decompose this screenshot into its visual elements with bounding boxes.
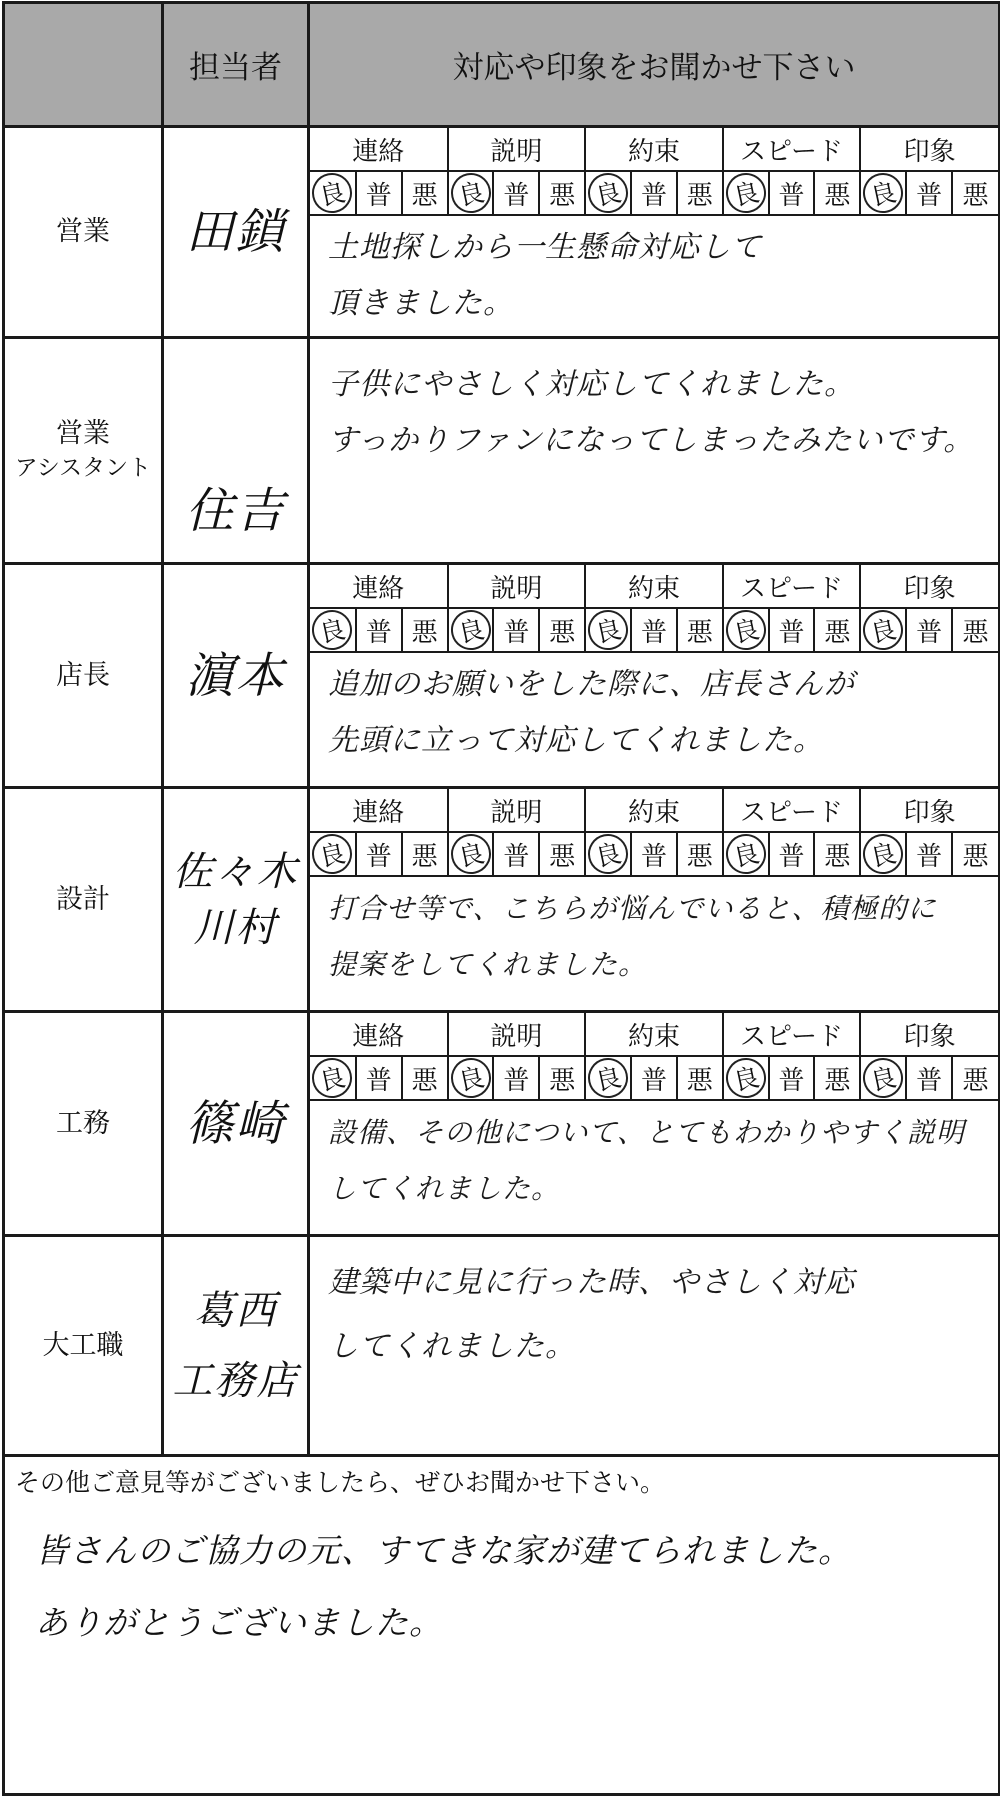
role-label: 大工職 [4, 1236, 163, 1456]
handwritten-comment: 子供にやさしく対応してくれました。 すっかりファンになってしまったみたいです。 [328, 367, 975, 458]
option-good-selected[interactable]: 良 [585, 171, 631, 215]
option-bad[interactable]: 悪 [677, 1056, 723, 1100]
row-carpenter [4, 1236, 1000, 1456]
option-average[interactable]: 普 [769, 832, 815, 876]
staff-name: 佐々木 川村 [163, 788, 309, 1012]
option-average[interactable]: 普 [631, 608, 677, 652]
option-average[interactable]: 普 [769, 171, 815, 215]
option-good-selected[interactable]: 良 [310, 171, 356, 215]
staff-name: 濵本 [163, 564, 309, 788]
option-good-selected[interactable]: 良 [723, 1056, 769, 1100]
handwritten-comment: 建築中に見に行った時、やさしく対応 してくれました。 [328, 1265, 855, 1364]
option-average[interactable]: 普 [356, 171, 402, 215]
row-sales-assistant [4, 338, 1000, 564]
role-label: 店長 [4, 564, 163, 788]
option-average[interactable]: 普 [906, 1056, 952, 1100]
row-construction [4, 1012, 1000, 1236]
option-good-selected[interactable]: 良 [860, 608, 906, 652]
header-row [4, 3, 1000, 127]
option-good-selected[interactable]: 良 [448, 1056, 494, 1100]
other-comments-label: その他ご意見等がございましたら、ぜひお聞かせ下さい。 [15, 1468, 666, 1497]
option-bad[interactable]: 悪 [539, 608, 585, 652]
option-good-selected[interactable]: 良 [310, 1056, 356, 1100]
option-good-selected[interactable]: 良 [585, 608, 631, 652]
row-other-comments [4, 1456, 1000, 1795]
header-blank-cell [4, 3, 163, 127]
handwritten-comment: 打合せ等で、こちらが悩んでいると、積極的に 提案をしてくれました。 [328, 892, 937, 981]
option-average[interactable]: 普 [356, 608, 402, 652]
option-bad[interactable]: 悪 [952, 832, 998, 876]
category-impression: 印象 [860, 128, 998, 171]
handwritten-comment: 土地探しから一生懸命対応して 頂きました。 [328, 230, 762, 321]
response-cell [309, 1236, 1000, 1456]
survey-table [2, 1, 1000, 1796]
row-design [4, 788, 1000, 1012]
option-bad[interactable]: 悪 [677, 608, 723, 652]
handwritten-comment: 設備、その他について、とてもわかりやすく説明 してくれました。 [328, 1116, 965, 1205]
option-good-selected[interactable]: 良 [585, 1056, 631, 1100]
option-bad[interactable]: 悪 [539, 832, 585, 876]
option-average[interactable]: 普 [356, 832, 402, 876]
rating-table: 連絡 説明 約束 スピード 印象 良 普 悪 良 普 悪 良 普 悪 良 普 悪 良 普 悪 [310, 1013, 998, 1101]
handwritten-comment: 追加のお願いをした際に、店長さんが 先頭に立って対応してくれました。 [328, 667, 855, 758]
response-cell [309, 127, 1000, 338]
option-average[interactable]: 普 [493, 171, 539, 215]
option-good-selected[interactable]: 良 [723, 171, 769, 215]
response-cell [309, 564, 1000, 788]
option-average[interactable]: 普 [493, 1056, 539, 1100]
option-average[interactable]: 普 [769, 608, 815, 652]
option-bad[interactable]: 悪 [814, 832, 860, 876]
option-good-selected[interactable]: 良 [448, 832, 494, 876]
response-cell [309, 1012, 1000, 1236]
option-bad[interactable]: 悪 [952, 1056, 998, 1100]
option-bad[interactable]: 悪 [402, 832, 448, 876]
staff-name: 田鎖 [163, 127, 309, 338]
option-average[interactable]: 普 [631, 832, 677, 876]
option-average[interactable]: 普 [906, 832, 952, 876]
option-average[interactable]: 普 [493, 832, 539, 876]
option-good-selected[interactable]: 良 [860, 171, 906, 215]
option-good-selected[interactable]: 良 [860, 1056, 906, 1100]
option-average[interactable]: 普 [493, 608, 539, 652]
survey-sheet [2, 1, 998, 1787]
handwritten-comment: 皆さんのご協力の元、すてきな家が建てられました。 ありがとうございました。 [35, 1531, 852, 1642]
response-cell [309, 788, 1000, 1012]
category-promise: 約束 [585, 128, 723, 171]
rating-table: 連絡 説明 約束 スピード 印象 良 普 悪 良 普 悪 良 普 悪 良 普 悪 良 普 悪 [310, 789, 998, 877]
option-bad[interactable]: 悪 [677, 832, 723, 876]
option-bad[interactable]: 悪 [952, 608, 998, 652]
option-bad[interactable]: 悪 [539, 171, 585, 215]
option-average[interactable]: 普 [631, 1056, 677, 1100]
option-good-selected[interactable]: 良 [448, 608, 494, 652]
category-speed: スピード [723, 128, 861, 171]
row-store-manager [4, 564, 1000, 788]
staff-name: 住吉 [163, 338, 309, 564]
row-sales [4, 127, 1000, 338]
staff-name: 篠崎 [163, 1012, 309, 1236]
option-bad[interactable]: 悪 [402, 608, 448, 652]
option-bad[interactable]: 悪 [402, 1056, 448, 1100]
option-good-selected[interactable]: 良 [585, 832, 631, 876]
option-average[interactable]: 普 [356, 1056, 402, 1100]
rating-table [310, 128, 998, 216]
other-comments-cell [4, 1456, 1000, 1795]
option-average[interactable]: 普 [906, 171, 952, 215]
category-explanation: 説明 [448, 128, 586, 171]
header-staff: 担当者 [163, 3, 309, 127]
option-average[interactable]: 普 [769, 1056, 815, 1100]
option-good-selected[interactable]: 良 [723, 608, 769, 652]
staff-name: 葛西 工務店 [163, 1236, 309, 1456]
option-bad[interactable]: 悪 [539, 1056, 585, 1100]
option-bad[interactable]: 悪 [814, 1056, 860, 1100]
option-bad[interactable]: 悪 [677, 171, 723, 215]
option-good-selected[interactable]: 良 [448, 171, 494, 215]
option-good-selected[interactable]: 良 [723, 832, 769, 876]
role-label: 工務 [4, 1012, 163, 1236]
option-good-selected[interactable]: 良 [310, 832, 356, 876]
role-label: 営業 [4, 127, 163, 338]
category-contact: 連絡 [310, 128, 448, 171]
option-bad[interactable]: 悪 [814, 171, 860, 215]
option-average[interactable]: 普 [631, 171, 677, 215]
rating-table: 連絡 説明 約束 スピード 印象 良 普 悪 良 普 悪 良 普 悪 良 普 悪 良 普 悪 [310, 565, 998, 653]
option-good-selected[interactable]: 良 [860, 832, 906, 876]
response-cell [309, 338, 1000, 564]
role-label: 設計 [4, 788, 163, 1012]
option-bad[interactable]: 悪 [814, 608, 860, 652]
header-impression: 対応や印象をお聞かせ下さい [309, 3, 1000, 127]
option-bad[interactable]: 悪 [402, 171, 448, 215]
option-average[interactable]: 普 [906, 608, 952, 652]
option-good-selected[interactable]: 良 [310, 608, 356, 652]
option-bad[interactable]: 悪 [952, 171, 998, 215]
role-label: 営業 アシスタント [4, 338, 163, 564]
